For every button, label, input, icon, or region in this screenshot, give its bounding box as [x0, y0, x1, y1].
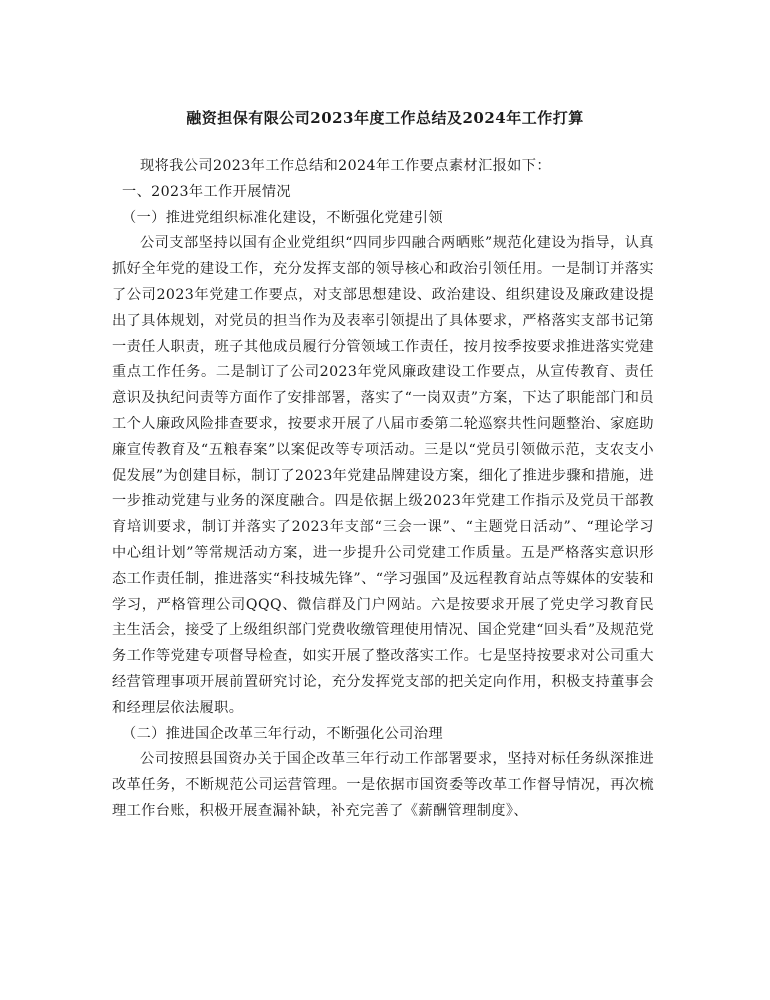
body-paragraph-2: 公司按照县国资办关于国企改革三年行动工作部署要求，坚持对标任务纵深推进改革任务，不断规范公司运营管理。一是依据市国资委等改革工作督导情况，再次梳理工作台账，积极开展查漏补缺，补充完善了《薪酬管理制度》、	[112, 751, 654, 819]
section-heading-1: 一、2023年工作开展情况	[122, 183, 291, 200]
subsection-heading-1: （一）推进党组织标准化建设，不断强化党建引领	[122, 209, 443, 226]
subsection-heading-2: （二）推进国企改革三年行动，不断强化公司治理	[122, 725, 443, 742]
intro-paragraph: 现将我公司2023年工作总结和2024年工作要点素材汇报如下：	[140, 158, 551, 174]
body-paragraph-1: 公司支部坚持以国有企业党组织“四同步四融合两晒账”规范化建设为指导，认真抓好全年党的建设工作，充分发挥支部的领导核心和政治引领任用。一是制订并落实了公司2023年党建工作要点，对支部思想建设、政治建设、组织建设及廉政建设提出了具体规划，对党员的担当作为及表率引领提出了具体要求，严格落实支部书记第一责任人职责，班子其他成员履行分管领域工作责任，按月按季按要求推进落实党建重点工作任务。二是制订了公司2023年党风廉政建设工作要点，从宣传教育、责任意识及执纪问责等方面作了安排部署，落实了“一岗双责”方案，下达了职能部门和员工个人廉政风险排查要求，按要求开展了八届市委第二轮巡察共性问题整治、家庭助廉宣传教育及“五粮春案”以案促改等专项活动。三是以“党员引领做示范，支农支小促发展”为创建目标，制订了2023年党建品牌建设方案，细化了推进步骤和措施，进一步推动党建与业务的深度融合。四是依据上级2023年党建工作指示及党员干部教育培训要求，制订并落实了2023年支部“三会一课”、“主题党日活动”、“理论学习中心组计划”等常规活动方案，进一步提升公司党建工作质量。五是严格落实意识形态工作责任制，推进落实“科技城先锋”、“学习强国”及远程教育站点等媒体的安装和学习，严格管理公司QQQ、微信群及门户网站。六是按要求开展了党史学习教育民主生活会，接受了上级组织部门党费收缴管理使用情况、国企党建“回头看”及规范党务工作等党建专项督导检查，如实开展了整改落实工作。七是坚持按要求对公司重大经营管理事项开展前置研究讨论，充分发挥党支部的把关定向作用，积极支持董事会和经理层依法履职。	[112, 235, 654, 716]
document-title: 融资担保有限公司2023年度工作总结及2024年工作打算	[186, 109, 584, 127]
document-body	[112, 154, 654, 825]
